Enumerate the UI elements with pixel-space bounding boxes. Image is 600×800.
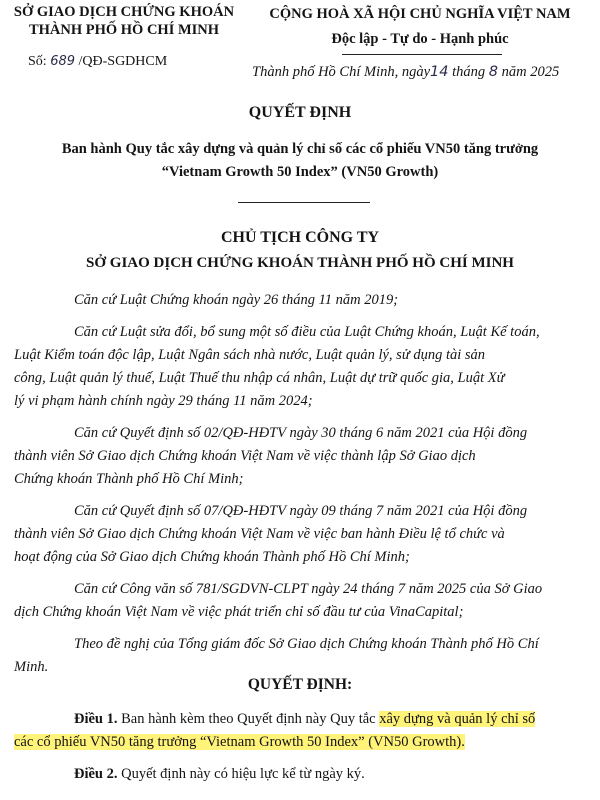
issuer-line-1: SỞ GIAO DỊCH CHỨNG KHOÁN — [13, 4, 235, 20]
article-1-line-2 — [14, 734, 465, 751]
handwritten-day: 14 — [430, 64, 449, 80]
basis-line: công, Luật quản lý thuế, Luật Thuế thu nhập cá nhân, Luật dự trữ quốc gia, Luật Xử — [14, 370, 505, 386]
document-subtitle-line-2: “Vietnam Growth 50 Index” (VN50 Growth) — [161, 164, 439, 180]
article-1-label: Điều 1. — [74, 711, 118, 727]
basis-line: Minh. — [14, 659, 49, 675]
article-1-line-1 — [74, 711, 535, 728]
motto-underline — [342, 54, 502, 55]
issuer-line-2: THÀNH PHỐ HỒ CHÍ MINH — [28, 22, 220, 38]
document-subtitle-line-1: Ban hành Quy tắc xây dựng và quản lý chỉ số các cổ phiếu VN50 tăng trưởng — [61, 141, 539, 157]
handwritten-month: 8 — [488, 64, 498, 80]
article-1-text: Ban hành kèm theo Quyết định này Quy tắc — [121, 711, 376, 727]
basis-line: Căn cứ Luật Chứng khoán ngày 26 tháng 11 năm 2019; — [74, 292, 399, 308]
national-motto: Độc lập - Tự do - Hạnh phúc — [331, 31, 509, 47]
basis-line: Luật Kiểm toán độc lập, Luật Ngân sách nhà nước, Luật quản lý, sử dụng tài sản — [14, 347, 486, 363]
month-label: tháng — [452, 64, 486, 80]
document-title: QUYẾT ĐỊNH — [248, 104, 352, 121]
basis-line: thành viên Sở Giao dịch Chứng khoán Việt Nam về việc ban hành Điều lệ tổ chức và — [14, 526, 505, 542]
basis-line: Căn cứ Quyết định số 07/QĐ-HĐTV ngày 09 tháng 7 năm 2021 của Hội đồng — [74, 503, 528, 519]
article-2-label: Điều 2. — [74, 766, 118, 782]
national-title: CỘNG HOÀ XÃ HỘI CHỦ NGHĨA VIỆT NAM — [269, 6, 571, 22]
document-number — [28, 54, 167, 70]
doc-number-prefix: Số: — [28, 54, 47, 69]
highlighted-text: các cổ phiếu VN50 tăng trưởng “Vietnam Growth 50 Index” (VN50 Growth). — [14, 734, 465, 750]
highlighted-text: xây dựng và quản lý chỉ số — [379, 711, 536, 727]
basis-line: dịch Chứng khoán Việt Nam về việc phát triển chỉ số đầu tư của VinaCapital; — [14, 604, 464, 620]
decision-heading: QUYẾT ĐỊNH: — [247, 676, 353, 693]
basis-line: hoạt động của Sở Giao dịch Chứng khoán Thành phố Hồ Chí Minh; — [14, 549, 410, 565]
article-2-text: Quyết định này có hiệu lực kể từ ngày ký. — [121, 766, 365, 782]
basis-line: lý vi phạm hành chính ngày 29 tháng 11 năm 2024; — [14, 393, 313, 409]
place-and-date — [252, 64, 559, 81]
basis-line: Chứng khoán Thành phố Hồ Chí Minh; — [14, 471, 244, 487]
basis-line: Căn cứ Công văn số 781/SGDVN-CLPT ngày 24 tháng 7 năm 2025 của Sở Giao — [74, 581, 543, 597]
authority-organization: SỞ GIAO DỊCH CHỨNG KHOÁN THÀNH PHỐ HỒ CHÍ MINH — [86, 255, 514, 271]
basis-line: Căn cứ Luật sửa đổi, bổ sung một số điều của Luật Chứng khoán, Luật Kế toán, — [74, 324, 540, 340]
doc-number-handwritten: 689 — [50, 54, 76, 69]
place-prefix: Thành phố Hồ Chí Minh, ngày — [252, 64, 431, 80]
year-text: năm 2025 — [501, 64, 560, 80]
doc-number-suffix: /QĐ-SGDHCM — [78, 54, 168, 69]
article-2 — [74, 766, 365, 783]
basis-line: Căn cứ Quyết định số 02/QĐ-HĐTV ngày 30 tháng 6 năm 2021 của Hội đồng — [74, 425, 528, 441]
basis-line: thành viên Sở Giao dịch Chứng khoán Việt Nam về việc thành lập Sở Giao dịch — [14, 448, 476, 464]
basis-line: Theo đề nghị của Tổng giám đốc Sở Giao dịch Chứng khoán Thành phố Hồ Chí — [74, 636, 539, 652]
title-separator — [238, 202, 370, 203]
authority-title: CHỦ TỊCH CÔNG TY — [220, 229, 380, 246]
